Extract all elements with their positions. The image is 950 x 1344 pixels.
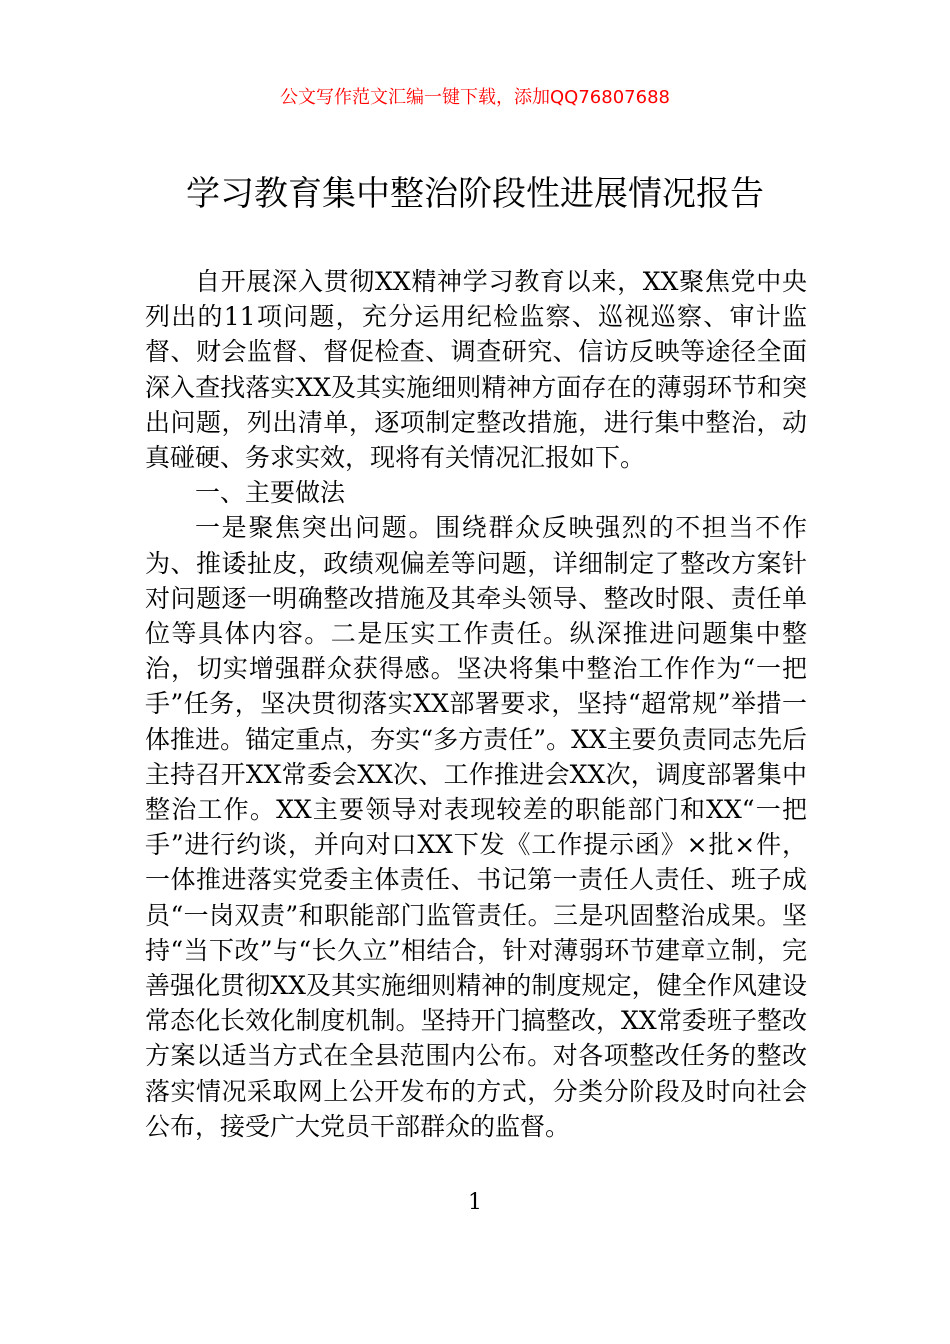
page-number: 1 <box>468 1190 482 1215</box>
document-title: 学习教育集中整治阶段性进展情况报告 <box>186 174 764 214</box>
section-paragraph: 一是聚焦突出问题。围绕群众反映强烈的不担当不作为、推诿扯皮，政绩观偏差等问题，详细制定了整改方案针对问题逐一明确整改措施及其牵头领导、整改时限、责任单位等具体内容。二是压实工作责任。纵深推进问题集中整治，切实增强群众获得感。坚决将集中整治工作作为“一把手”任务，坚决贯彻落实XX部署要求，坚持“超常规”举措一体推进。锚定重点，夯实“多方责任”。XX主要负责同志先后主持召开XX常委会XX次、工作推进会XX次，调度部署集中整治工作。XX主要领导对表现较差的职能部门和XX“一把手”进行约谈，并向对口XX下发《工作提示函》×批×件，一体推进落实党委主体责任、书记第一责任人责任、班子成员“一岗双责”和职能部门监管责任。三是巩固整治成果。坚持“当下改”与“长久立”相结合，针对薄弱环节建章立制，完善强化贯彻XX及其实施细则精神的制度规定，健全作风建设常态化长效化制度机制。坚持开门搞整改，XX常委班子整改方案以适当方式在全县范围内公布。对各项整改任务的整改落实情况采取网上公开发布的方式，分类分阶段及时向社会公布，接受广大党员干部群众的监督。 <box>145 513 807 1141</box>
intro-paragraph: 自开展深入贯彻XX精神学习教育以来，XX聚焦党中央列出的11项问题，充分运用纪检监察、巡视巡察、审计监督、财会监督、督促检查、调查研究、信访反映等途径全面深入查找落实XX及其实施细则精神方面存在的薄弱环节和突出问题，列出清单，逐项制定整改措施，进行集中整治，动真碰硬、务求实效，现将有关情况汇报如下。 <box>145 267 807 473</box>
document-body <box>145 264 807 1144</box>
section-heading: 一、主要做法 <box>195 478 346 508</box>
promo-banner: 公文写作范文汇编一键下载，添加QQ76807688 <box>280 87 670 108</box>
